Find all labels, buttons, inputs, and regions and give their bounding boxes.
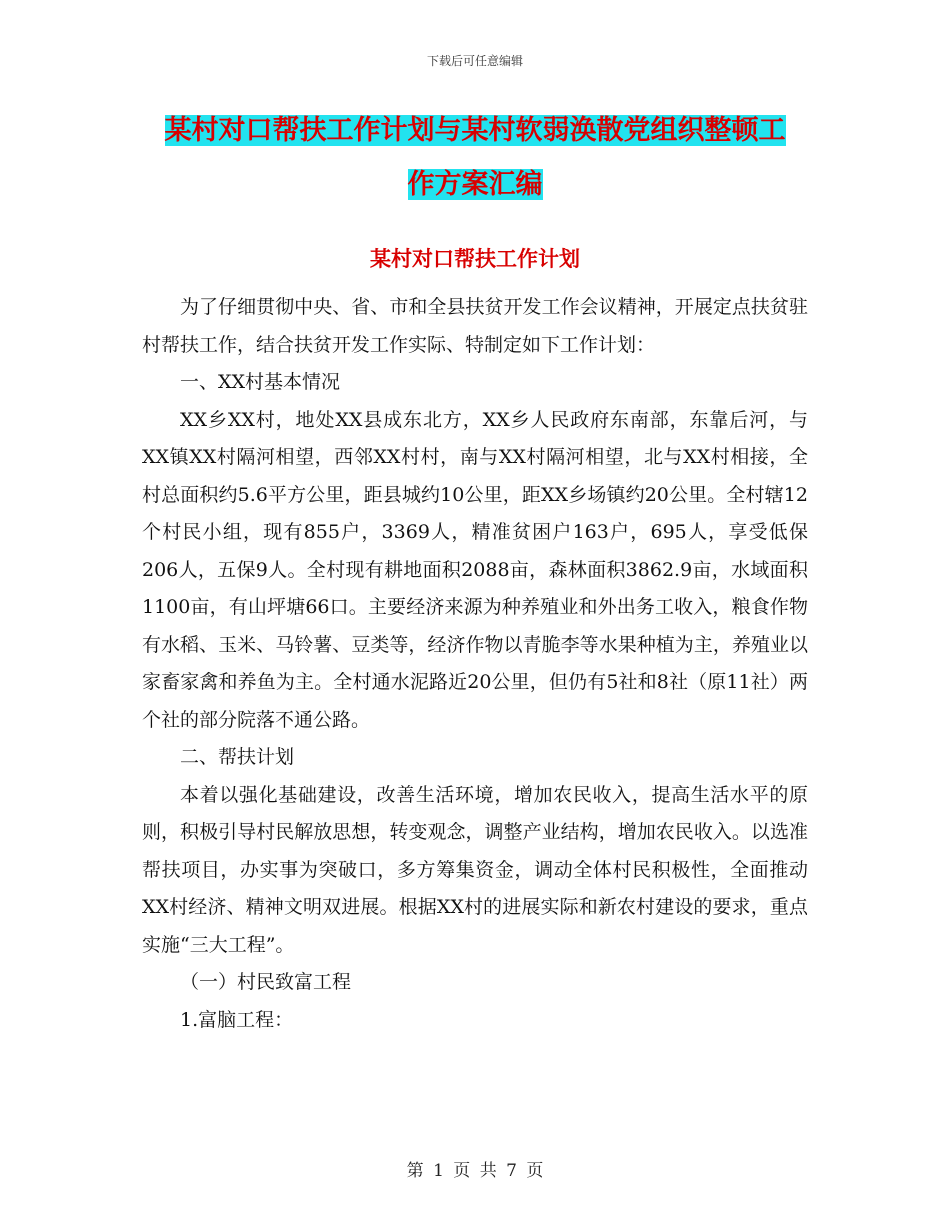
page-footer: 第 1 页 共 7 页 (406, 1161, 544, 1181)
section-title: 某村对口帮扶工作计划 (370, 247, 580, 271)
heading-plan: 二、帮扶计划 (180, 746, 295, 768)
heading-brain-project: 1.富脑工程： (180, 1008, 294, 1031)
paragraph-basic-info: XX乡XX村，地处XX县成东北方，XX乡人民政府东南部，东靠后河，与XX镇XX村隔河相望，西邻XX村村，南与XX村隔河相望，北与XX村相接，全村总面积约5.6平方公里，距县城约10公里，距XX乡场镇约20公里。全村辖12个村民小组，现有855户，3369人，精准贫困户163户，695人，享受低保206人，五保9人。全村现有耕地面积2088亩，森林面积3862.9亩，水域面积1100亩，有山坪塘66口。主要经济来源为种养殖业和外出务工收入，粮食作物有水稻、玉米、马铃薯、豆类等，经济作物以青脆李等水果种植为主，养殖业以家畜家禽和养鱼为主。全村通水泥路近20公里，但仍有5社和8社（原11社）两个社的部分院落不通公路。 (142, 408, 808, 731)
heading-wealth-project: （一）村民致富工程 (180, 971, 352, 993)
page-header: 下载后可任意编辑 (426, 54, 523, 68)
heading-basic-info: 一、XX村基本情况 (180, 371, 341, 393)
document-title (140, 104, 810, 212)
document-body (142, 289, 808, 1039)
paragraph-plan: 本着以强化基础建设，改善生活环境，增加农民收入，提高生活水平的原则，积极引导村民解放思想，转变观念，调整产业结构，增加农民收入。以选准帮扶项目，办实事为突破口，多方筹集资金，调动全体村民积极性，全面推动XX村经济、精神文明双进展。根据XX村的进展实际和新农村建设的要求，重点实施“三大工程”。 (142, 783, 808, 956)
title-line-1: 某村对口帮扶工作计划与某村软弱涣散党组织整顿工 (164, 115, 786, 146)
title-line-2: 作方案汇编 (407, 169, 543, 200)
paragraph-intro: 为了仔细贯彻中央、省、市和全县扶贫开发工作会议精神，开展定点扶贫驻村帮扶工作，结合扶贫开发工作实际、特制定如下工作计划： (142, 296, 808, 356)
